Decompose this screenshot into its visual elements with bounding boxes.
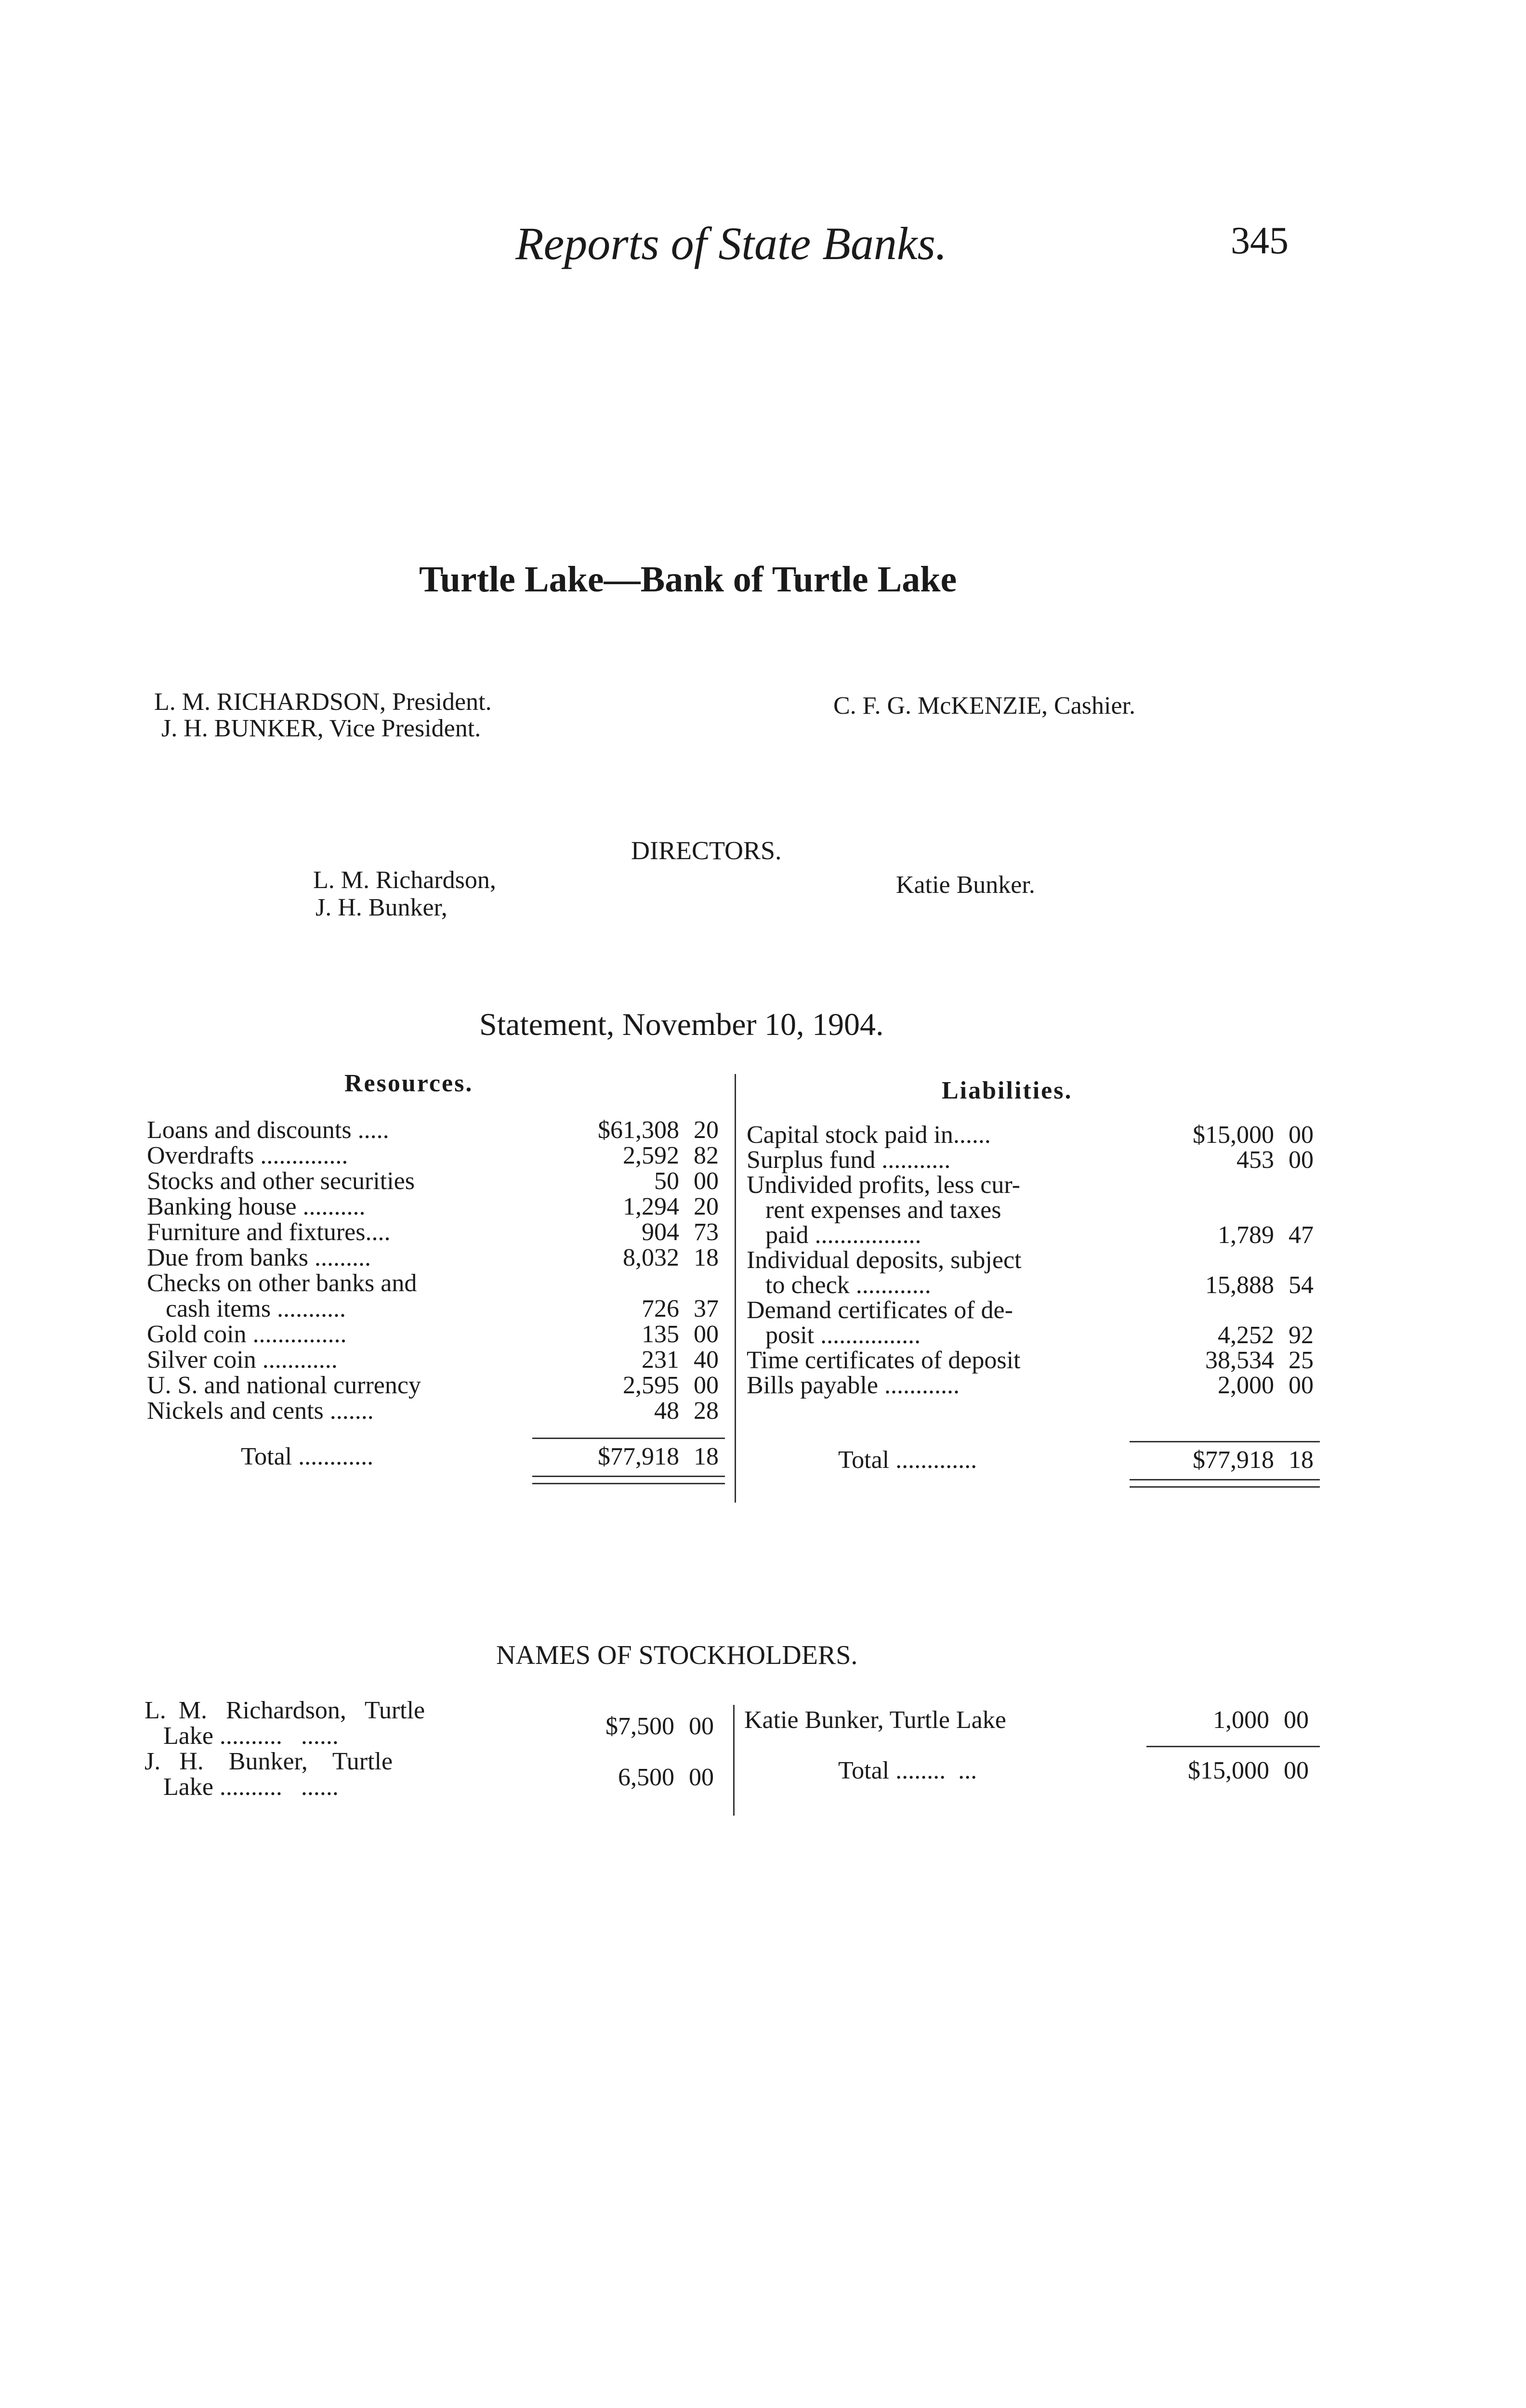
total-dollars: $77,918: [598, 1443, 679, 1470]
amount-dollars: $7,500: [605, 1713, 674, 1740]
amount-cents: 00: [694, 1321, 719, 1348]
amount-dollars: 904: [642, 1218, 679, 1246]
total-rule: [532, 1438, 725, 1439]
total-dollars: $77,918: [1193, 1446, 1274, 1474]
amount-dollars: 2,595: [623, 1372, 679, 1399]
amount-cents: 00: [1289, 1146, 1314, 1174]
line-item-label: Individual deposits, subject: [747, 1246, 1022, 1274]
amount-dollars: 2,592: [623, 1142, 679, 1169]
line-item-label: Lake .......... ......: [145, 1773, 339, 1801]
director-name: Katie Bunker.: [896, 871, 1035, 899]
line-item-label: to check ............: [747, 1271, 931, 1299]
total-label: Total .............: [838, 1446, 977, 1474]
line-item-label: Katie Bunker, Turtle Lake: [744, 1706, 1006, 1734]
line-item-label: paid .................: [747, 1221, 921, 1249]
total-dollars: $15,000: [1188, 1757, 1269, 1784]
total-cents: 18: [1289, 1446, 1314, 1474]
line-item-label: U. S. and national currency: [147, 1372, 421, 1399]
amount-dollars: 231: [642, 1346, 679, 1374]
amount-dollars: 1,789: [1218, 1221, 1274, 1249]
line-item-label: Gold coin ...............: [147, 1321, 347, 1348]
amount-cents: 00: [1284, 1706, 1309, 1734]
page-number: 345: [1231, 220, 1289, 262]
line-item-label: Checks on other banks and: [147, 1269, 417, 1297]
line-item-label: L. M. Richardson, Turtle: [145, 1697, 425, 1724]
amount-dollars: 4,252: [1218, 1322, 1274, 1349]
line-item-label: Banking house ..........: [147, 1193, 366, 1220]
line-item-label: Time certificates of deposit: [747, 1347, 1021, 1374]
stockholders-divider: [733, 1705, 735, 1816]
total-label: Total ........ ...: [838, 1757, 977, 1784]
amount-cents: 54: [1289, 1271, 1314, 1299]
amount-cents: 18: [694, 1244, 719, 1271]
amount-cents: 40: [694, 1346, 719, 1374]
amount-cents: 20: [694, 1193, 719, 1220]
amount-dollars: 453: [1237, 1146, 1274, 1174]
director-name: L. M. Richardson,: [313, 866, 496, 894]
amount-dollars: 50: [654, 1167, 679, 1195]
amount-dollars: 48: [654, 1397, 679, 1425]
officer-cashier: C. F. G. McKENZIE, Cashier.: [833, 692, 1135, 720]
line-item-label: Silver coin ............: [147, 1346, 338, 1374]
amount-cents: 25: [1289, 1347, 1314, 1374]
line-item-label: Furniture and fixtures....: [147, 1218, 391, 1246]
amount-dollars: $15,000: [1193, 1121, 1274, 1149]
running-title: Reports of State Banks.: [515, 218, 947, 269]
total-cents: 18: [694, 1443, 719, 1470]
double-rule: [532, 1476, 725, 1484]
statement-heading: Statement, November 10, 1904.: [479, 1007, 884, 1042]
line-item-label: Undivided profits, less cur-: [747, 1171, 1020, 1199]
amount-cents: 00: [1289, 1372, 1314, 1399]
amount-dollars: 726: [642, 1295, 679, 1322]
amount-dollars: 15,888: [1205, 1271, 1274, 1299]
amount-dollars: 135: [642, 1321, 679, 1348]
line-item-label: Overdrafts ..............: [147, 1142, 348, 1169]
line-item-label: Capital stock paid in......: [747, 1121, 991, 1149]
director-name: J. H. Bunker,: [316, 894, 447, 921]
liabilities-heading: Liabilities.: [942, 1077, 1073, 1104]
amount-cents: 00: [1289, 1121, 1314, 1149]
line-item-label: cash items ...........: [147, 1295, 346, 1322]
double-rule: [1130, 1479, 1320, 1488]
amount-cents: 20: [694, 1116, 719, 1144]
line-item-label: Surplus fund ...........: [747, 1146, 951, 1174]
line-item-label: Due from banks .........: [147, 1244, 371, 1271]
amount-dollars: 6,500: [618, 1764, 674, 1791]
amount-dollars: 8,032: [623, 1244, 679, 1271]
line-item-label: Stocks and other securities: [147, 1167, 415, 1195]
amount-cents: 92: [1289, 1322, 1314, 1349]
amount-dollars: 1,294: [623, 1193, 679, 1220]
line-item-label: Bills payable ............: [747, 1372, 960, 1399]
amount-dollars: 2,000: [1218, 1372, 1274, 1399]
amount-cents: 47: [1289, 1221, 1314, 1249]
officer-president: L. M. RICHARDSON, President.: [154, 688, 492, 716]
amount-dollars: 38,534: [1205, 1347, 1274, 1374]
amount-cents: 00: [689, 1713, 714, 1740]
officer-vice-president: J. H. BUNKER, Vice President.: [161, 715, 481, 742]
resources-heading: Resources.: [344, 1070, 474, 1097]
line-item-label: Loans and discounts .....: [147, 1116, 389, 1144]
amount-cents: 00: [689, 1764, 714, 1791]
total-cents: 00: [1284, 1757, 1309, 1784]
line-item-label: Nickels and cents .......: [147, 1397, 374, 1425]
column-divider: [735, 1074, 736, 1503]
bank-title: Turtle Lake—Bank of Turtle Lake: [419, 559, 957, 600]
directors-heading: DIRECTORS.: [631, 836, 782, 865]
amount-cents: 28: [694, 1397, 719, 1425]
line-item-label: posit ................: [747, 1322, 921, 1349]
amount-dollars: 1,000: [1213, 1706, 1269, 1734]
total-rule: [1146, 1746, 1320, 1747]
line-item-label: Lake .......... ......: [145, 1722, 339, 1750]
amount-cents: 00: [694, 1372, 719, 1399]
total-label: Total ............: [241, 1443, 374, 1470]
stockholders-heading: NAMES OF STOCKHOLDERS.: [496, 1640, 858, 1670]
amount-cents: 82: [694, 1142, 719, 1169]
amount-cents: 37: [694, 1295, 719, 1322]
amount-cents: 00: [694, 1167, 719, 1195]
line-item-label: rent expenses and taxes: [747, 1196, 1001, 1224]
amount-cents: 73: [694, 1218, 719, 1246]
line-item-label: J. H. Bunker, Turtle: [145, 1748, 393, 1775]
amount-dollars: $61,308: [598, 1116, 679, 1144]
line-item-label: Demand certificates of de-: [747, 1296, 1013, 1324]
total-rule: [1130, 1441, 1320, 1442]
